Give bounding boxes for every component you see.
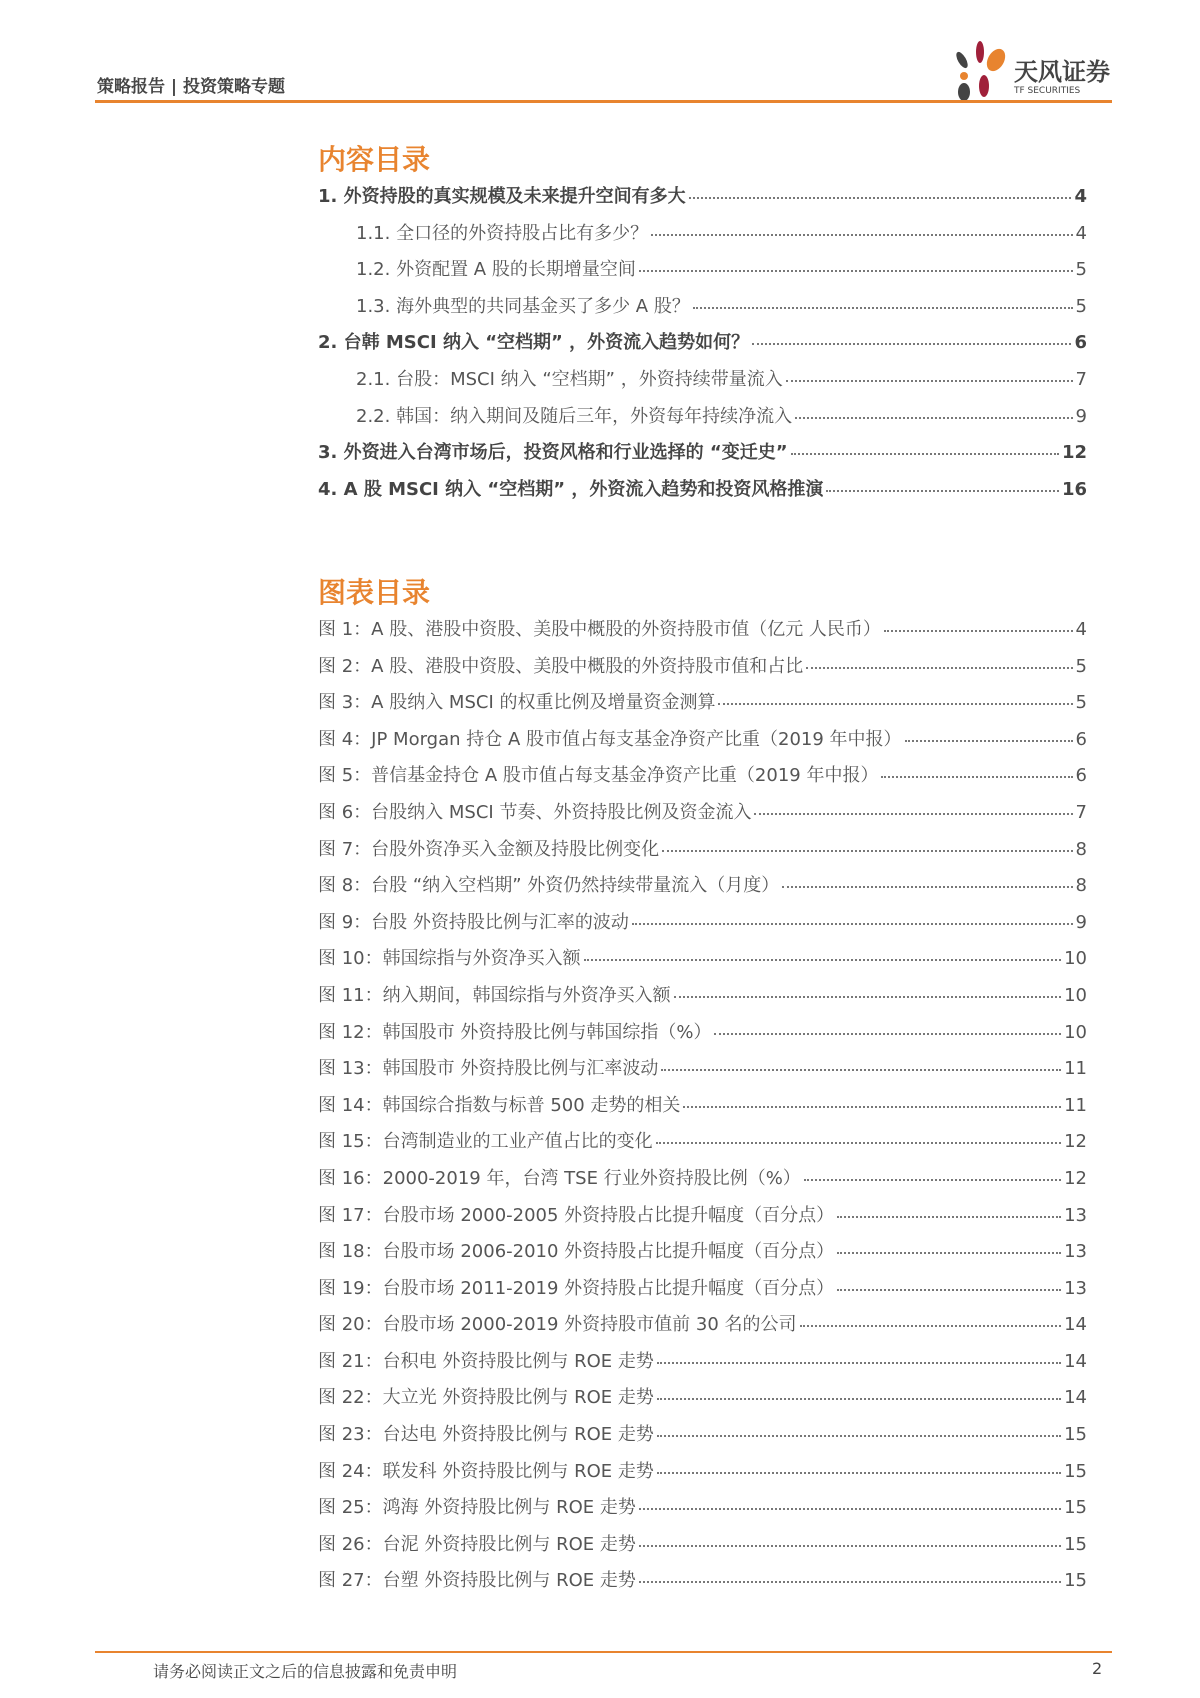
dot-leader: [718, 703, 1072, 705]
figure-entry[interactable]: [318, 981, 1087, 1018]
figure-entry[interactable]: [318, 1127, 1087, 1164]
entry-page: 9: [1075, 911, 1087, 933]
figure-entry[interactable]: [318, 1237, 1087, 1274]
figure-entry[interactable]: [318, 1164, 1087, 1201]
dot-leader: [837, 1289, 1061, 1291]
entry-page: 7: [1075, 368, 1087, 390]
entry-page: 4: [1075, 222, 1087, 244]
entry-title: 图 20：台股市场 2000-2019 外资持股市值前 30 名的公司: [318, 1314, 797, 1336]
entry-title: 图 26：台泥 外资持股比例与 ROE 走势: [318, 1533, 636, 1555]
dot-leader: [804, 1179, 1061, 1181]
entry-page: 14: [1064, 1314, 1087, 1336]
logo-subtext: TF SECURITIES: [1014, 86, 1081, 96]
entry-page: 4: [1074, 186, 1087, 207]
dot-leader: [800, 1325, 1062, 1327]
entry-title: 图 12：韩国股市 外资持股比例与韩国综指（%）: [318, 1021, 712, 1043]
entry-page: 15: [1064, 1570, 1087, 1592]
entry-page: 5: [1075, 692, 1087, 714]
entry-title: 图 14：韩国综合指数与标普 500 走势的相关: [318, 1094, 681, 1116]
dot-leader: [752, 343, 1071, 345]
entry-title: 2.1. 台股：MSCI 纳入 “空档期” ，外资持续带量流入: [356, 368, 783, 390]
dot-leader: [806, 667, 1072, 669]
entry-page: 15: [1064, 1424, 1087, 1446]
entry-page: 13: [1064, 1204, 1087, 1226]
figure-entry[interactable]: [318, 761, 1087, 798]
entry-page: 15: [1064, 1460, 1087, 1482]
entry-page: 11: [1064, 1094, 1087, 1116]
figure-entry[interactable]: [318, 1018, 1087, 1055]
entry-title: 图 10：韩国综指与外资净买入额: [318, 948, 581, 970]
entry-page: 6: [1074, 332, 1087, 354]
figure-entry[interactable]: [318, 1310, 1087, 1347]
entry-title: 2. 台韩 MSCI 纳入 “空档期” ，外资流入趋势如何？: [318, 332, 750, 354]
entry-page: 13: [1064, 1277, 1087, 1299]
toc-entry[interactable]: [318, 475, 1087, 512]
entry-page: 10: [1064, 984, 1087, 1006]
entry-page: 12: [1064, 1131, 1087, 1153]
dot-leader: [714, 1033, 1061, 1035]
entry-title: 图 4：JP Morgan 持仓 A 股市值占每支基金净资产比重（2019 年中报）: [318, 728, 902, 750]
entry-title: 图 27：台塑 外资持股比例与 ROE 走势: [318, 1570, 636, 1592]
dot-leader: [782, 886, 1072, 888]
dot-leader: [786, 380, 1073, 382]
footer-divider: [95, 1651, 1112, 1653]
entry-title: 图 23：台达电 外资持股比例与 ROE 走势: [318, 1424, 654, 1446]
entry-title: 3. 外资进入台湾市场后，投资风格和行业选择的 “变迁史”: [318, 442, 788, 464]
entry-title: 图 21：台积电 外资持股比例与 ROE 走势: [318, 1350, 654, 1372]
figure-entry[interactable]: [318, 1420, 1087, 1457]
entry-title: 图 5：普信基金持仓 A 股市值占每支基金净资产比重（2019 年中报）: [318, 765, 879, 787]
dot-leader: [754, 813, 1072, 815]
dot-leader: [689, 197, 1072, 199]
toc-entry[interactable]: [318, 255, 1087, 292]
dot-leader: [683, 1106, 1061, 1108]
entry-title: 图 2：A 股、港股中资股、美股中概股的外资持股市值和占比: [318, 655, 804, 677]
toc-entry[interactable]: [318, 182, 1087, 219]
entry-page: 15: [1064, 1533, 1087, 1555]
dot-leader: [657, 1472, 1061, 1474]
figure-entry[interactable]: [318, 1493, 1087, 1530]
entry-title: 图 1：A 股、港股中资股、美股中概股的外资持股市值（亿元 人民币）: [318, 619, 881, 640]
entry-page: 6: [1075, 765, 1087, 787]
entry-title: 图 25：鸿海 外资持股比例与 ROE 走势: [318, 1497, 636, 1519]
entry-title: 图 17：台股市场 2000-2005 外资持股占比提升幅度（百分点）: [318, 1204, 835, 1226]
figures-list: [318, 615, 1087, 1603]
figure-entry[interactable]: [318, 1201, 1087, 1238]
toc-entry[interactable]: [318, 219, 1087, 256]
dot-leader: [639, 270, 1073, 272]
entry-page: 11: [1064, 1058, 1087, 1080]
figure-entry[interactable]: [318, 725, 1087, 762]
entry-page: 14: [1064, 1350, 1087, 1372]
entry-page: 8: [1075, 875, 1087, 897]
entry-title: 1.2. 外资配置 A 股的长期增量空间: [356, 259, 636, 281]
entry-page: 5: [1075, 295, 1087, 317]
figure-entry[interactable]: [318, 1091, 1087, 1128]
dot-leader: [656, 1142, 1061, 1144]
dot-leader: [657, 1435, 1061, 1437]
entry-page: 9: [1075, 405, 1087, 427]
entry-title: 1.3. 海外典型的共同基金买了多少 A 股？: [356, 295, 690, 317]
entry-title: 图 7：台股外资净买入金额及持股比例变化: [318, 838, 660, 860]
figure-entry[interactable]: [318, 1054, 1087, 1091]
dot-leader: [639, 1508, 1061, 1510]
entry-title: 1.1. 全口径的外资持股占比有多少？: [356, 222, 649, 244]
figure-entry[interactable]: [318, 652, 1087, 689]
dot-leader: [693, 307, 1073, 309]
dot-leader: [791, 453, 1059, 455]
toc-entry[interactable]: [318, 328, 1087, 365]
figure-entry[interactable]: [318, 835, 1087, 872]
figure-entry[interactable]: [318, 1530, 1087, 1567]
dot-leader: [657, 1362, 1061, 1364]
entry-title: 1. 外资持股的真实规模及未来提升空间有多大: [318, 186, 686, 207]
dot-leader: [674, 996, 1061, 998]
figure-entry[interactable]: [318, 1347, 1087, 1384]
entry-title: 图 6：台股纳入 MSCI 节奏、外资持股比例及资金流入: [318, 801, 752, 823]
dot-leader: [584, 959, 1061, 961]
toc-title: 内容目录: [318, 143, 431, 176]
dot-leader: [632, 923, 1073, 925]
page-number: 2: [1092, 1659, 1103, 1678]
dot-leader: [837, 1216, 1061, 1218]
entry-page: 4: [1075, 619, 1087, 640]
dot-leader: [662, 850, 1072, 852]
figure-entry[interactable]: [318, 688, 1087, 725]
dot-leader: [651, 234, 1072, 236]
entry-title: 图 8：台股 “纳入空档期” 外资仍然持续带量流入（月度）: [318, 875, 780, 897]
entry-title: 4. A 股 MSCI 纳入 “空档期” ，外资流入趋势和投资风格推演: [318, 478, 824, 500]
report-category: 策略报告 | 投资策略专题: [97, 77, 286, 97]
entry-title: 图 18：台股市场 2006-2010 外资持股占比提升幅度（百分点）: [318, 1241, 835, 1263]
toc-entry[interactable]: [318, 402, 1087, 439]
dot-leader: [639, 1545, 1061, 1547]
entry-page: 5: [1075, 655, 1087, 677]
dot-leader: [881, 776, 1072, 778]
figure-entry[interactable]: [318, 1566, 1087, 1603]
entry-title: 图 16：2000-2019 年，台湾 TSE 行业外资持股比例（%）: [318, 1167, 801, 1189]
figure-entry[interactable]: [318, 944, 1087, 981]
dot-leader: [795, 417, 1072, 419]
entry-title: 图 15：台湾制造业的工业产值占比的变化: [318, 1131, 653, 1153]
entry-page: 6: [1075, 728, 1087, 750]
entry-title: 图 22：大立光 外资持股比例与 ROE 走势: [318, 1387, 654, 1409]
figures-title: 图表目录: [318, 576, 431, 609]
dot-leader: [661, 1069, 1061, 1071]
logo-petals-icon: [950, 40, 1012, 102]
figure-entry[interactable]: [318, 871, 1087, 908]
entry-title: 图 24：联发科 外资持股比例与 ROE 走势: [318, 1460, 654, 1482]
figure-entry[interactable]: [318, 1383, 1087, 1420]
entry-page: 8: [1075, 838, 1087, 860]
toc-entry[interactable]: [318, 292, 1087, 329]
entry-title: 图 11：纳入期间，韩国综指与外资净买入额: [318, 984, 671, 1006]
figure-entry[interactable]: [318, 908, 1087, 945]
toc-entry[interactable]: [318, 438, 1087, 475]
entry-page: 13: [1064, 1241, 1087, 1263]
entry-title: 图 19：台股市场 2011-2019 外资持股占比提升幅度（百分点）: [318, 1277, 835, 1299]
toc-entry[interactable]: [318, 365, 1087, 402]
entry-page: 10: [1064, 948, 1087, 970]
figure-entry[interactable]: [318, 615, 1087, 652]
tf-securities-logo: [950, 40, 1120, 102]
dot-leader: [905, 740, 1073, 742]
entry-page: 12: [1064, 1167, 1087, 1189]
dot-leader: [884, 630, 1073, 632]
entry-title: 图 3：A 股纳入 MSCI 的权重比例及增量资金测算: [318, 692, 716, 714]
entry-title: 2.2. 韩国：纳入期间及随后三年，外资每年持续净流入: [356, 405, 793, 427]
logo-text: 天风证券: [1014, 58, 1110, 86]
entry-page: 16: [1061, 478, 1087, 500]
figure-entry[interactable]: [318, 1457, 1087, 1494]
dot-leader: [837, 1252, 1061, 1254]
entry-title: 图 9：台股 外资持股比例与汇率的波动: [318, 911, 629, 933]
entry-page: 12: [1061, 442, 1087, 464]
entry-page: 5: [1075, 259, 1087, 281]
footer-disclaimer: 请务必阅读正文之后的信息披露和免责申明: [153, 1662, 458, 1681]
figure-entry[interactable]: [318, 1274, 1087, 1311]
contents-list: [318, 182, 1087, 511]
dot-leader: [826, 490, 1059, 492]
dot-leader: [657, 1398, 1061, 1400]
entry-title: 图 13：韩国股市 外资持股比例与汇率波动: [318, 1058, 659, 1080]
entry-page: 15: [1064, 1497, 1087, 1519]
entry-page: 7: [1075, 801, 1087, 823]
entry-page: 10: [1064, 1021, 1087, 1043]
figure-entry[interactable]: [318, 798, 1087, 835]
entry-page: 14: [1064, 1387, 1087, 1409]
header-divider: [95, 100, 1112, 103]
dot-leader: [639, 1581, 1061, 1583]
